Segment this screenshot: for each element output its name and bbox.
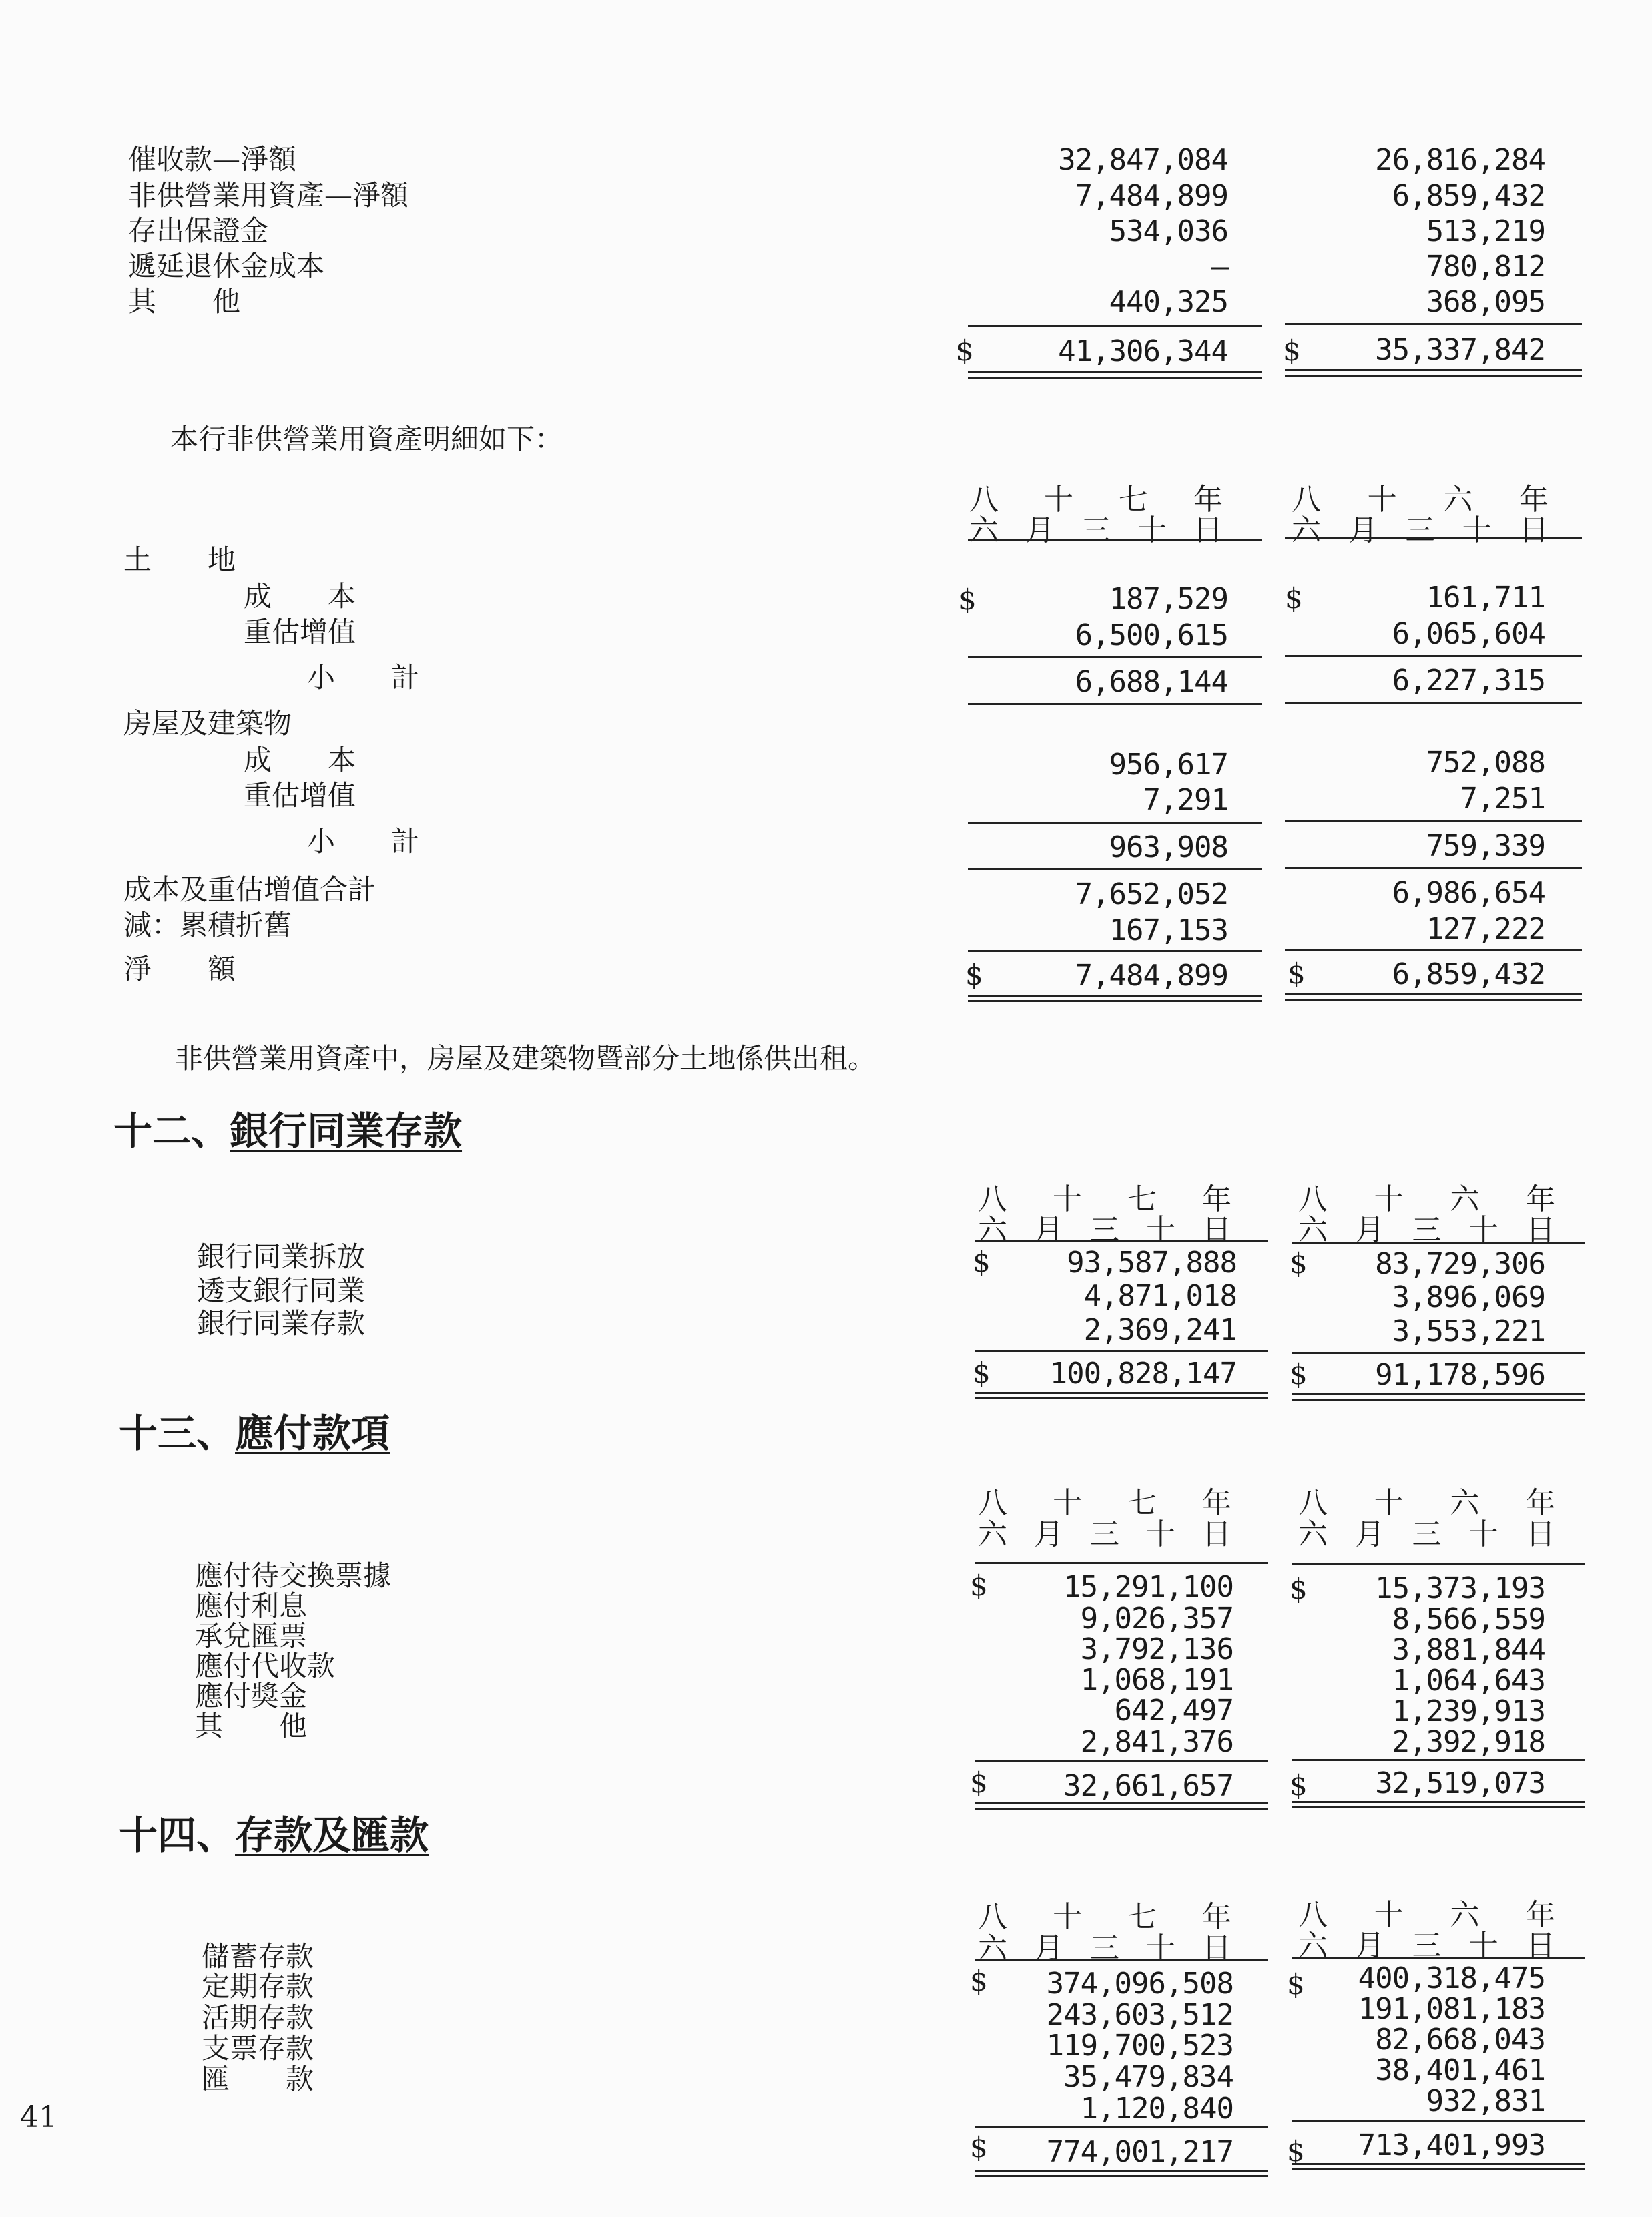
hdr-char: 月	[1355, 1213, 1385, 1247]
cell-value: 119,700,523	[1046, 2029, 1233, 2063]
row-label: 淨 額	[123, 953, 236, 985]
header-rule	[1292, 1563, 1585, 1565]
hdr-char: 月	[1034, 1517, 1063, 1551]
cell-value: 3,553,221	[1392, 1314, 1545, 1348]
cell-value: 82,668,043	[1375, 2023, 1545, 2057]
row-label: 定期存款	[202, 1970, 314, 2003]
cell-value: 932,831	[1426, 2084, 1545, 2118]
hdr-char: 三	[1090, 1213, 1119, 1247]
cell-value: 1,068,191	[1080, 1663, 1233, 1697]
row-label: 透支銀行同業	[197, 1274, 366, 1307]
cell-value: 513,219	[1426, 214, 1545, 248]
row-label: 成本及重估增值合計	[123, 873, 376, 906]
section-title: 應付款項	[235, 1411, 390, 1456]
currency-symbol: $	[1285, 582, 1303, 615]
row-label: 應付獎金	[195, 1680, 308, 1712]
hdr-char: 年	[1202, 1486, 1231, 1520]
cell-value: 4,871,018	[1083, 1279, 1237, 1313]
hdr-char: 日	[1526, 1929, 1555, 1963]
cell-value: 368,095	[1426, 285, 1545, 319]
hdr-char: 八	[969, 483, 999, 517]
cell-value: 956,617	[1109, 748, 1228, 782]
cell-value: 1,239,913	[1392, 1694, 1545, 1728]
hdr-char: 日	[1202, 1931, 1231, 1965]
cell-value: 35,479,834	[1063, 2060, 1233, 2094]
total-double-rule	[1292, 1393, 1585, 1401]
total-double-rule	[1285, 369, 1582, 377]
hdr-char: 六	[1298, 1213, 1328, 1247]
subtotal-rule	[968, 656, 1262, 658]
total-value: 32,661,657	[1063, 1769, 1233, 1803]
section-number: 十二、	[113, 1108, 230, 1154]
hdr-char: 十	[1053, 1900, 1082, 1934]
hdr-char: 八	[1298, 1898, 1328, 1932]
subtotal-rule	[975, 1760, 1268, 1762]
total-value: 713,401,993	[1358, 2128, 1545, 2162]
currency-symbol: $	[1290, 1769, 1308, 1802]
cell-value: 15,373,193	[1375, 1571, 1545, 1606]
cell-value: 8,566,559	[1392, 1602, 1545, 1636]
cell-value: 167,153	[1109, 913, 1228, 947]
subtotal-rule	[1285, 949, 1582, 951]
hdr-char: 三	[1412, 1213, 1442, 1247]
subtotal-rule	[1285, 702, 1582, 704]
hdr-char: 三	[1090, 1931, 1119, 1965]
currency-symbol: $	[1283, 334, 1301, 367]
hdr-char: 年	[1202, 1900, 1231, 1934]
currency-symbol: $	[970, 2131, 988, 2164]
header-rule	[1292, 1242, 1585, 1244]
section-title: 存款及匯款	[235, 1812, 429, 1858]
row-label: 銀行同業拆放	[197, 1240, 366, 1273]
row-label: 承兌匯票	[195, 1620, 308, 1652]
total-double-rule	[1285, 993, 1582, 1001]
currency-symbol: $	[956, 334, 974, 367]
hdr-char: 日	[1202, 1213, 1231, 1247]
hdr-char: 三	[1412, 1929, 1442, 1963]
cell-value: 26,816,284	[1375, 143, 1545, 177]
row-label: 成 本	[244, 744, 356, 776]
hdr-char: 日	[1526, 1517, 1555, 1551]
row-label: 遞延退休金成本	[128, 250, 325, 282]
row-label: 支票存款	[202, 2032, 314, 2065]
currency-symbol: $	[1290, 1247, 1308, 1280]
hdr-char: 十	[1374, 1182, 1404, 1216]
row-label: 應付利息	[195, 1589, 308, 1622]
cell-value: 1,064,643	[1392, 1664, 1545, 1698]
hdr-char: 日	[1519, 513, 1549, 547]
subtotal-rule	[1285, 323, 1582, 325]
hdr-char: 八	[978, 1182, 1007, 1216]
total-double-rule	[975, 2170, 1268, 2177]
hdr-char: 年	[1202, 1182, 1231, 1216]
hdr-char: 十	[1053, 1486, 1082, 1520]
hdr-char: 十	[1367, 483, 1397, 517]
hdr-char: 十	[1374, 1898, 1404, 1932]
total-value: 35,337,842	[1375, 333, 1545, 367]
row-label: 應付待交換票據	[195, 1559, 392, 1592]
currency-symbol: $	[970, 1569, 988, 1602]
cell-value: 243,603,512	[1046, 1998, 1233, 2032]
cell-value: 1,120,840	[1080, 2091, 1233, 2126]
subtotal-rule	[968, 325, 1262, 327]
section-title: 銀行同業存款	[230, 1108, 463, 1154]
section-number: 十三、	[119, 1411, 236, 1456]
section-heading-13	[119, 1411, 390, 1456]
currency-symbol: $	[970, 1965, 988, 1997]
cell-value: 3,881,844	[1392, 1633, 1545, 1667]
hdr-char: 六	[1298, 1929, 1328, 1963]
hdr-char: 月	[1034, 1931, 1063, 1965]
row-label: 非供營業用資產—淨額	[128, 179, 409, 212]
cell-value: 752,088	[1426, 746, 1545, 780]
row-label: 重估增值	[244, 779, 356, 812]
currency-symbol: $	[1290, 1358, 1308, 1391]
section-heading-14	[119, 1812, 429, 1858]
group-label-land: 土 地	[123, 543, 236, 576]
cell-value: 374,096,508	[1046, 1967, 1233, 2001]
cell-value: 6,859,432	[1392, 179, 1545, 213]
cell-value: 83,729,306	[1375, 1247, 1545, 1281]
subtotal-value: 963,908	[1109, 830, 1228, 865]
cell-value: 32,847,084	[1058, 143, 1228, 177]
hdr-char: 三	[1412, 1517, 1442, 1551]
total-value: 41,306,344	[1058, 334, 1228, 368]
row-label: 銀行同業存款	[197, 1307, 366, 1340]
total-double-rule	[968, 371, 1262, 379]
cell-value: 7,652,052	[1075, 877, 1228, 911]
currency-symbol: $	[1290, 1573, 1308, 1606]
hdr-char: 月	[1355, 1517, 1385, 1551]
hdr-char: 年	[1525, 1486, 1555, 1520]
hdr-char: 十	[1146, 1517, 1175, 1551]
hdr-char: 十	[1462, 513, 1492, 547]
column-header-87-date	[969, 506, 1223, 549]
hdr-char: 八	[978, 1486, 1007, 1520]
header-rule	[1285, 537, 1582, 539]
hdr-char: 八	[1298, 1182, 1328, 1216]
hdr-char: 年	[1525, 1182, 1555, 1216]
currency-symbol: $	[1288, 957, 1306, 990]
section-number: 十四、	[119, 1812, 236, 1858]
hdr-char: 月	[1034, 1213, 1063, 1247]
hdr-char: 年	[1519, 483, 1549, 517]
row-label: 活期存款	[202, 2001, 314, 2034]
total-double-rule	[1292, 1801, 1585, 1808]
hdr-char: 八	[978, 1900, 1007, 1934]
subtotal-rule	[1292, 1352, 1585, 1354]
hdr-char: 十	[1146, 1931, 1175, 1965]
subtotal-rule	[968, 868, 1262, 870]
cell-value: 2,841,376	[1080, 1725, 1233, 1759]
total-double-rule	[975, 1392, 1268, 1399]
cell-value: 440,325	[1109, 285, 1228, 319]
hdr-char: 六	[1450, 1182, 1480, 1216]
hdr-char: 日	[1193, 513, 1223, 547]
cell-value: 187,529	[1109, 582, 1228, 616]
total-value: 7,484,899	[1075, 959, 1228, 993]
subtotal-value: 759,339	[1426, 829, 1545, 863]
currency-symbol: $	[973, 1246, 991, 1278]
total-value: 91,178,596	[1375, 1358, 1545, 1392]
hdr-char: 十	[1053, 1182, 1082, 1216]
hdr-char: 月	[1025, 513, 1055, 547]
header-rule	[968, 539, 1262, 541]
cell-value: 191,081,183	[1358, 1992, 1545, 2026]
hdr-char: 七	[1127, 1900, 1157, 1934]
hdr-char: 六	[1292, 513, 1321, 547]
currency-symbol: $	[965, 959, 983, 991]
total-value: 100,828,147	[1049, 1357, 1237, 1391]
subtotal-rule	[1285, 655, 1582, 657]
hdr-char: 十	[1137, 513, 1167, 547]
hdr-char: 三	[1090, 1517, 1119, 1551]
cell-value: 127,222	[1426, 912, 1545, 946]
total-double-rule	[968, 995, 1262, 1002]
cell-value: 780,812	[1426, 250, 1545, 284]
total-double-rule	[975, 1802, 1268, 1810]
cell-value: 15,291,100	[1063, 1570, 1233, 1604]
cell-value: 7,484,899	[1075, 179, 1228, 213]
subtotal-value: 6,227,315	[1392, 664, 1545, 698]
hdr-char: 八	[1298, 1486, 1328, 1520]
cell-value: 3,896,069	[1392, 1280, 1545, 1314]
cell-value: 2,392,918	[1392, 1725, 1545, 1759]
row-label: 應付代收款	[195, 1650, 336, 1682]
row-label: 催收款—淨額	[128, 143, 297, 176]
subtotal-rule	[975, 2126, 1268, 2128]
cell-value: 7,291	[1143, 783, 1228, 817]
cell-value: 38,401,461	[1375, 2053, 1545, 2087]
row-label: 減：累積折舊	[123, 909, 292, 941]
hdr-char: 六	[978, 1517, 1007, 1551]
subtotal-rule	[1292, 2120, 1585, 2122]
hdr-char: 八	[1292, 483, 1321, 517]
hdr-char: 六	[969, 513, 999, 547]
header-rule	[975, 1959, 1268, 1961]
total-value: 32,519,073	[1375, 1766, 1545, 1800]
note-text: 非供營業用資產中，房屋及建築物暨部分土地係供出租。	[175, 1042, 876, 1075]
hdr-char: 六	[978, 1931, 1007, 1965]
page-number: 41	[20, 2100, 57, 2134]
row-label: 匯 款	[202, 2063, 314, 2096]
cell-value: 7,251	[1460, 782, 1545, 816]
total-value: 774,001,217	[1046, 2135, 1233, 2169]
row-label: 成 本	[244, 580, 356, 613]
hdr-char: 六	[1298, 1517, 1328, 1551]
hdr-char: 三	[1081, 513, 1111, 547]
subtotal-rule	[1285, 820, 1582, 822]
hdr-char: 年	[1525, 1898, 1555, 1932]
hdr-char: 六	[1443, 483, 1473, 517]
cell-value: 3,792,136	[1080, 1632, 1233, 1666]
currency-symbol: $	[973, 1357, 991, 1389]
cell-value: 534,036	[1109, 214, 1228, 248]
hdr-char: 六	[1450, 1486, 1480, 1520]
row-label: 存出保證金	[128, 214, 269, 247]
hdr-char: 十	[1374, 1486, 1404, 1520]
hdr-char: 年	[1193, 483, 1223, 517]
intro-text: 本行非供營業用資產明細如下：	[170, 423, 563, 455]
row-label: 其 他	[195, 1710, 308, 1742]
header-rule	[975, 1240, 1268, 1242]
section-heading-12	[113, 1108, 463, 1154]
total-double-rule	[1292, 2163, 1585, 2170]
subtotal-rule	[968, 950, 1262, 952]
subtotal-rule	[975, 1350, 1268, 1352]
cell-value: 93,587,888	[1067, 1246, 1237, 1280]
row-label: 重估增值	[244, 615, 356, 648]
hdr-char: 月	[1355, 1929, 1385, 1963]
hdr-char: 日	[1526, 1213, 1555, 1247]
cell-value: 6,500,615	[1075, 618, 1228, 652]
hdr-char: 月	[1348, 513, 1378, 547]
hdr-char: 十	[1468, 1929, 1498, 1963]
subtotal-label: 小 計	[307, 825, 420, 858]
column-header-86-date	[1298, 1510, 1555, 1553]
subtotal-rule	[968, 822, 1262, 824]
hdr-char: 六	[978, 1213, 1007, 1247]
subtotal-rule	[1292, 1759, 1585, 1761]
header-rule	[975, 1562, 1268, 1564]
row-label: 其 他	[128, 285, 241, 318]
cell-value: 642,497	[1114, 1694, 1233, 1728]
cell-value: 9,026,357	[1080, 1602, 1233, 1636]
cell-value: 2,369,241	[1083, 1313, 1237, 1347]
cell-value: –	[1211, 250, 1228, 284]
hdr-char: 七	[1127, 1486, 1157, 1520]
row-label: 儲蓄存款	[202, 1940, 314, 1973]
cell-value: 400,318,475	[1358, 1961, 1545, 1995]
group-label-building: 房屋及建築物	[123, 707, 292, 740]
column-header-87-date	[978, 1510, 1231, 1553]
cell-value: 6,065,604	[1392, 617, 1545, 651]
hdr-char: 七	[1119, 483, 1148, 517]
hdr-char: 十	[1044, 483, 1073, 517]
currency-symbol: $	[1287, 2135, 1305, 2168]
header-rule	[1292, 1957, 1585, 1959]
hdr-char: 三	[1405, 513, 1435, 547]
hdr-char: 日	[1202, 1517, 1231, 1551]
subtotal-rule	[1285, 867, 1582, 869]
currency-symbol: $	[958, 583, 977, 616]
subtotal-value: 6,688,144	[1075, 665, 1228, 699]
hdr-char: 十	[1468, 1213, 1498, 1247]
column-header-86-date	[1292, 506, 1549, 549]
hdr-char: 十	[1146, 1213, 1175, 1247]
subtotal-label: 小 計	[307, 661, 420, 694]
cell-value: 6,986,654	[1392, 876, 1545, 910]
total-value: 6,859,432	[1392, 957, 1545, 991]
hdr-char: 十	[1468, 1517, 1498, 1551]
currency-symbol: $	[970, 1766, 988, 1799]
subtotal-rule	[968, 703, 1262, 705]
cell-value: 161,711	[1426, 581, 1545, 615]
hdr-char: 七	[1127, 1182, 1157, 1216]
hdr-char: 六	[1450, 1898, 1480, 1932]
currency-symbol: $	[1287, 1968, 1305, 2001]
